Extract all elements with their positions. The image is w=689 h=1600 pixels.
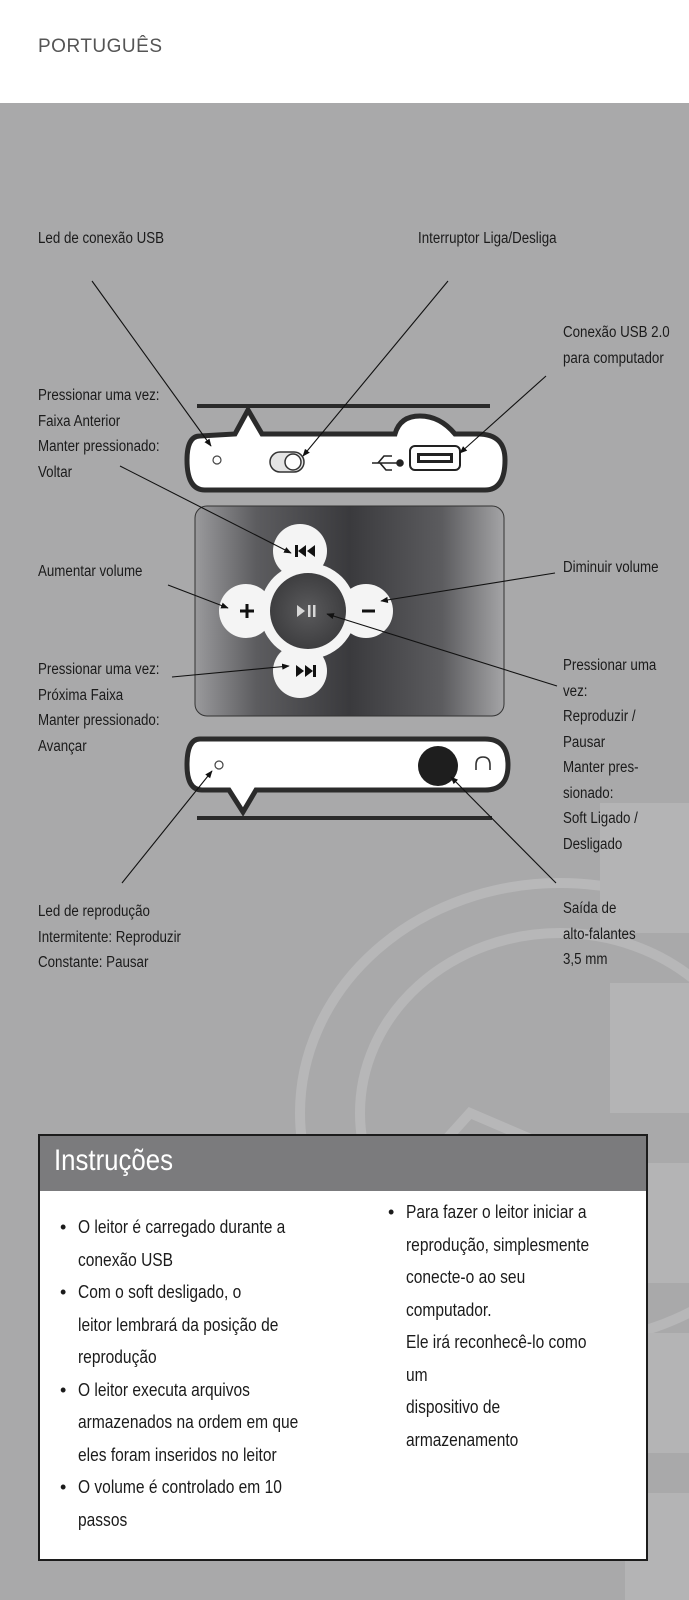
list-item: • Com o soft desligado, o leitor lembrará da posição de reprodução: [60, 1281, 279, 1367]
list-item: • Para fazer o leitor iniciar a reprodução, simplesmente conecte-o ao seu computador. Ele irá reconhecê-lo como um dispositivo de armazenamento: [388, 1201, 590, 1450]
label-volume-down: Diminuir volume: [563, 559, 659, 576]
label-power-switch: Interruptor Liga/Desliga: [418, 230, 557, 247]
instructions-title: Instruções: [54, 1144, 174, 1177]
instructions-box: [38, 1134, 648, 1561]
list-item: • O leitor executa arquivos armazenados na ordem em que eles foram inseridos no leitor: [60, 1378, 299, 1465]
page-language-header: PORTUGUÊS: [38, 36, 163, 57]
device-top-edge: [187, 406, 505, 490]
label-play-led: Led de reprodução Intermitente: Reproduzir Constante: Pausar: [38, 903, 182, 971]
label-speaker-out: Saída de alto-falantes 3,5 mm: [563, 900, 636, 968]
label-usb-led: Led de conexão USB: [38, 230, 164, 247]
label-volume-up: Aumentar volume: [38, 563, 143, 580]
instructions-right-column: [388, 1196, 638, 1456]
label-play-pause: Pressionar uma vez: Reproduzir / Pausar Manter pres- sionado: Soft Ligado / Desligado: [563, 657, 657, 853]
label-previous-track: Pressionar uma vez: Faixa Anterior Manter pressionado: Voltar: [38, 387, 160, 481]
instructions-header: [40, 1136, 646, 1191]
label-next-track: Pressionar uma vez: Próxima Faixa Manter pressionado: Avançar: [38, 661, 160, 755]
list-item: • O volume é controlado em 10 passos: [60, 1476, 282, 1530]
device-bottom-edge: [187, 739, 508, 818]
instructions-left-column: [60, 1211, 350, 1536]
label-usb-connection: Conexão USB 2.0 para computador: [563, 324, 670, 367]
list-item: • O leitor é carregado durante a conexão USB: [60, 1216, 286, 1270]
